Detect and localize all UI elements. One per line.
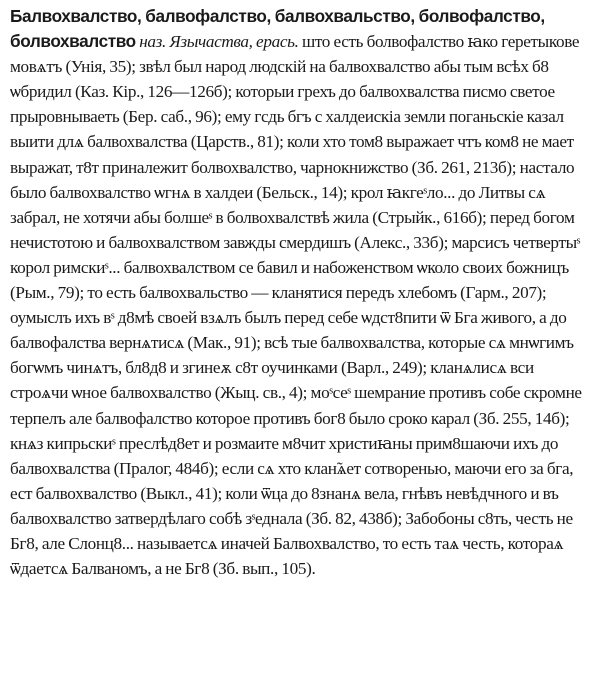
entry-body-text: што есть болвофалство ꙗко геретыкове мовѧтъ (Унія, 35); звѣл был народ людскій на балвохвалство абы тым всѣх б8 ѡбридил (Каз. Кір., 126—126б); которыи грехъ до балвохвалства писмо светое прыровнываеть (Бер. саб., 96); ему гсдь бгъ с халдеискіа земли поганьскіе казал выити длѧ балвохвалства (Царств., 81); коли хто том8 выражает чтъ ком8 не мает выражат, т8т приналежит болвохвалство, чарнокнижство (Зб. 261, 213б); настало было балвохвалство ѡгнѧ в халдеи (Бельск., 14); крол ꙗкгеˢло... до Литвы сѧ забрал, не хотячи абы болшеˢ в болвохвалствѣ жила (Стрыйк., 616б); перед богом нечистотою и балвохвалством завжды смердишъ (Алекс., 33б); марсисъ четвертыˢ корол римскиˢ... балвохвалством се бавил и набоженством ѡколо своих божницъ (Рым., 79); то есть балвохвальство — кланятися передъ хлебомъ (Гарм., 207); оумыслъ ихъ вˢ д8мѣ своей взѧлъ былъ перед себе ѡдст8пити ѿ Бга живого, а до балвофалства вернѧтисѧ (Мак., 91); всѣ тые балвохвалства, которые сѧ мнѡгимъ богѡмъ чинѧтъ, бл8д8 и згинеѫ с8т оучинками (Варл., 249); кланѧлисѧ вси строѧчи ѡное балвохвалство (Жыц. св., 4); моˢсеˢ шемрание противъ собе скромне терпелъ але балвофалство которое противъ бог8 было сроко карал (Зб. 255, 14б); кнѧз кипрьскиˢ преслѣд8ет и розмаите м8чит христиꙗны прим8шаючи ихъ до балвохвалства (Пралог, 484б); если сѧ хто клан̃ѧет сотворенью, маючи его за бга, ест балвохвалство (Выкл., 41); коли ѿца до 8знанѧ вела, гнѣвъ невѣдчного и въ балвохвалство затвердѣлаго собѣ зˢеднала (Зб. 82, 438б); Забобоны с8ть, честь не Бг8, але Слонц8... называетсѧ иначей Балвохвалство, то есть таѧ честь, котораѧ ѿдаетсѧ Балваномъ, а не Бг8 (Зб. вып., 105). <box>10 32 586 579</box>
dictionary-entry <box>10 4 590 581</box>
entry-grammar-label: наз. Язычаства, ерась. <box>139 32 299 52</box>
entry-headword: Балвохвалство, балвофалство, балвохвальство, болвофалство, болвохвалство <box>10 6 549 52</box>
